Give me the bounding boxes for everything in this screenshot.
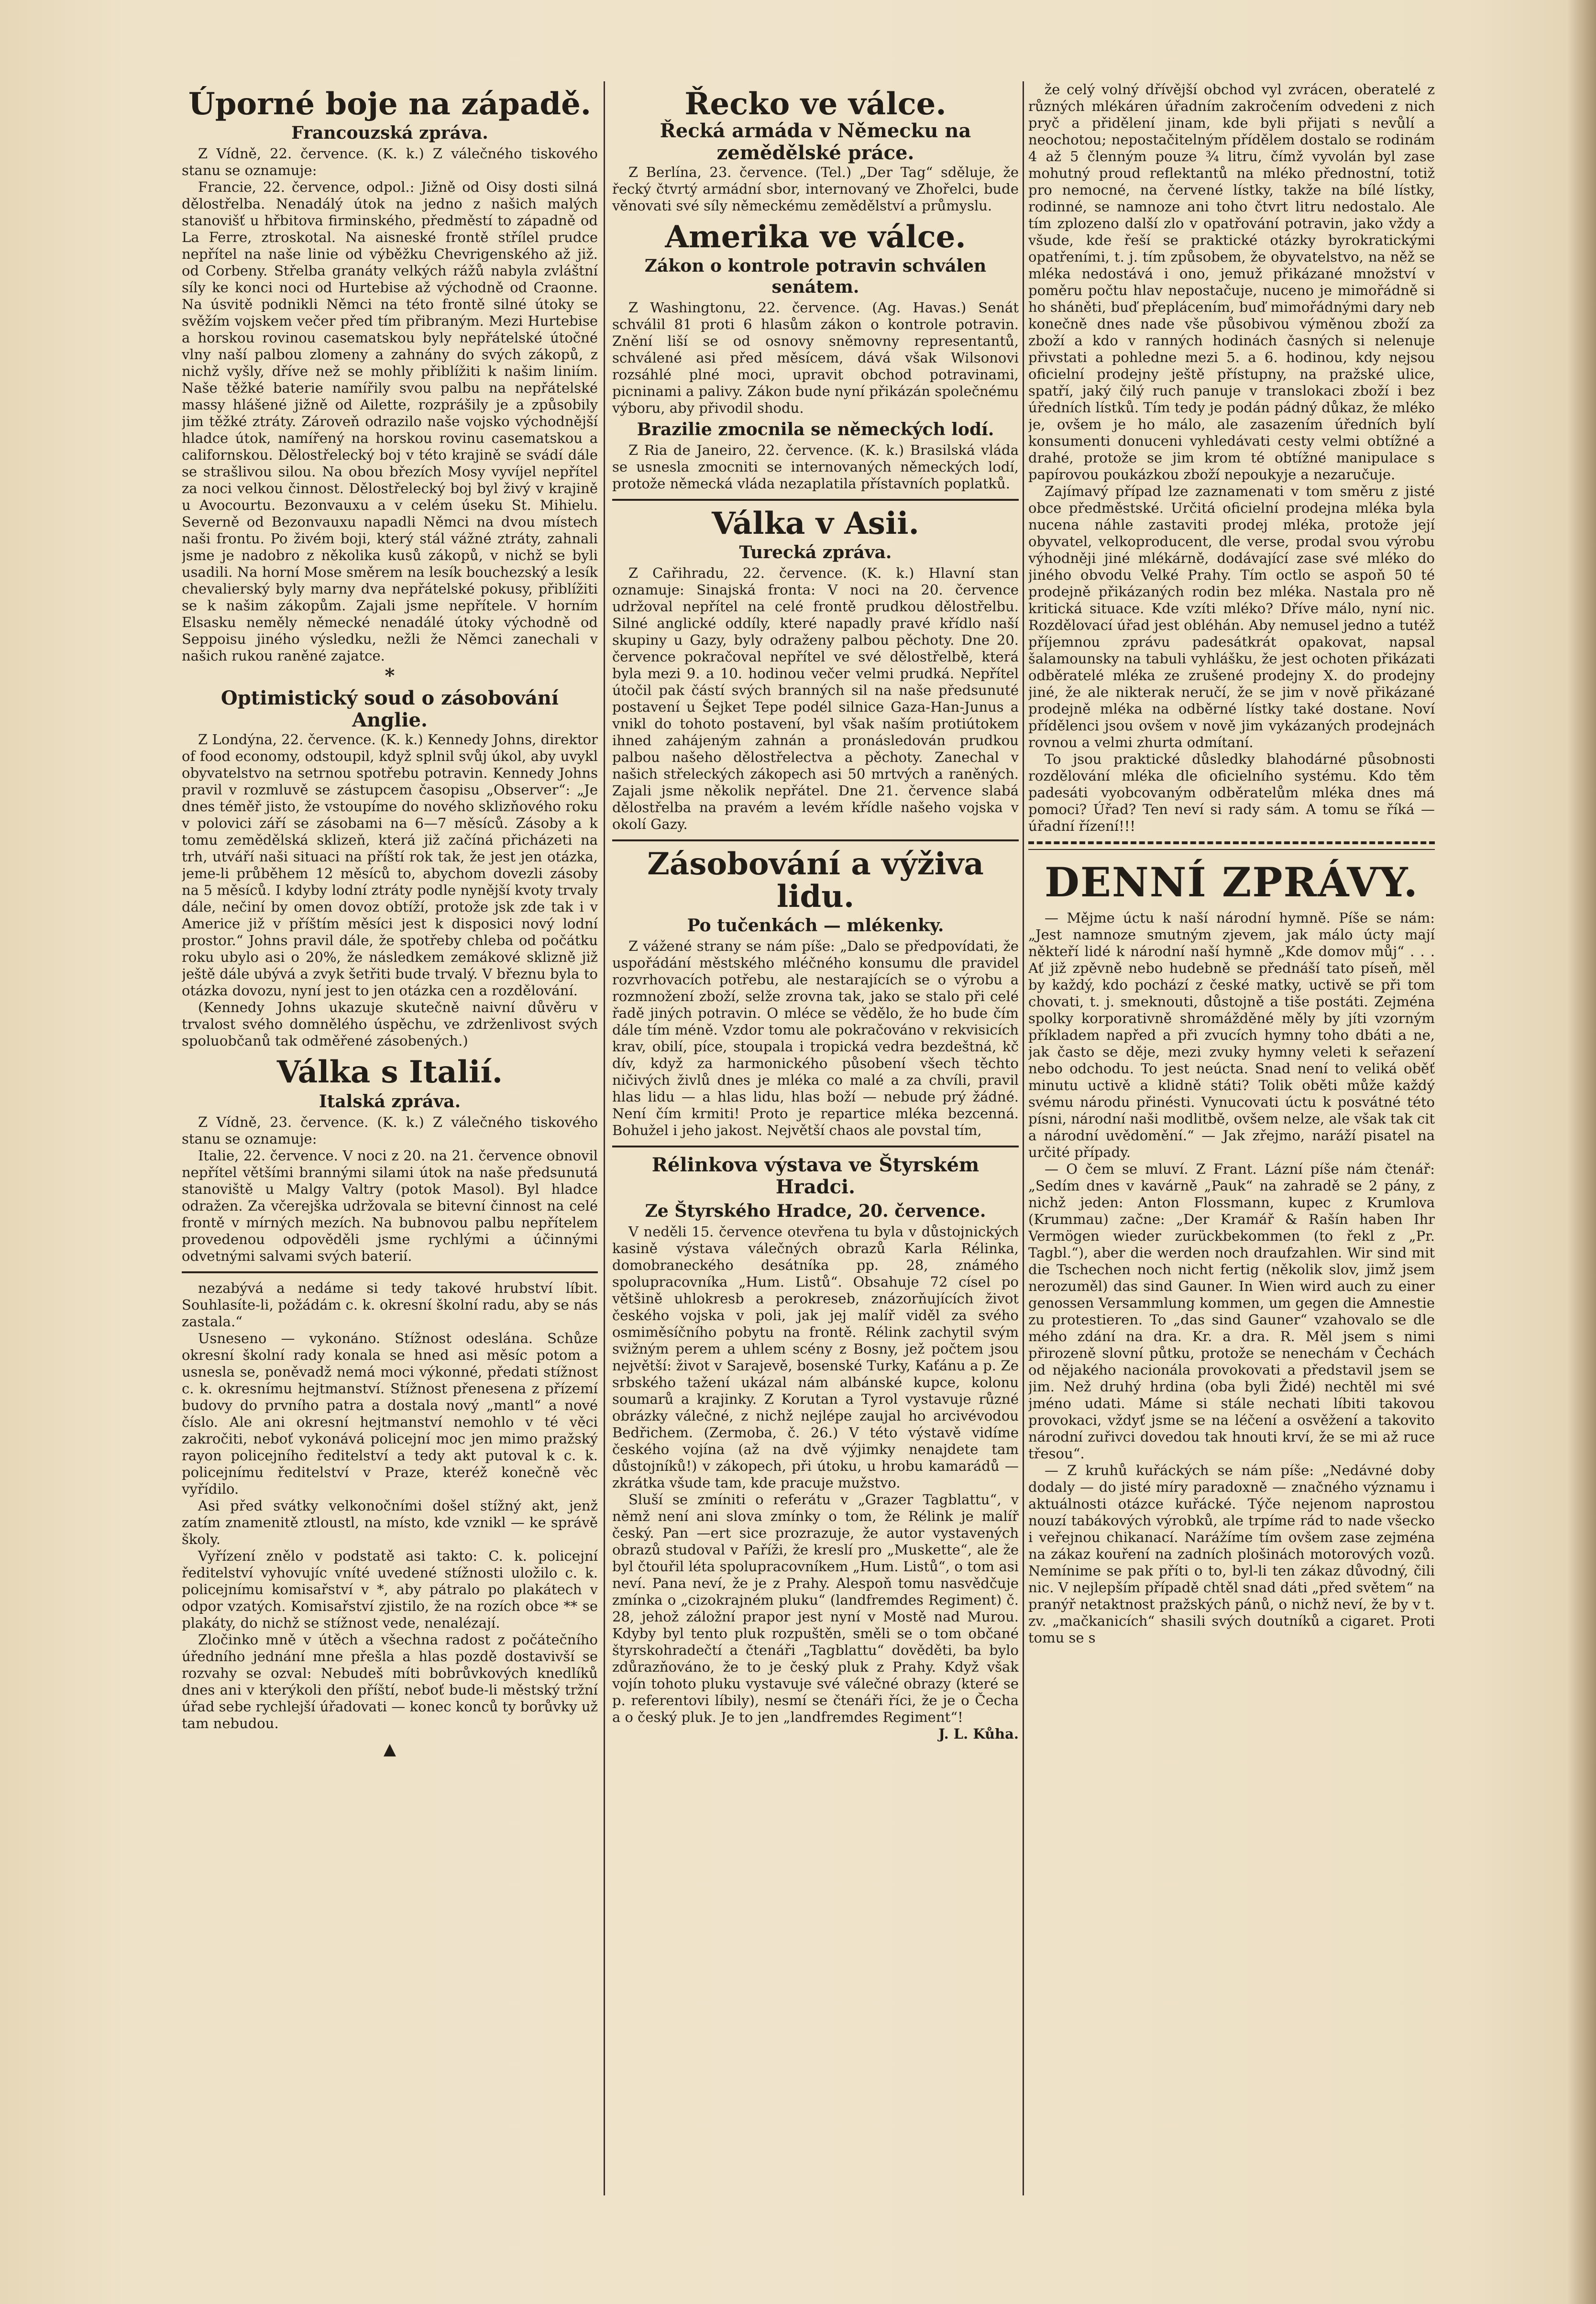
paragraph: Z vážené strany se nám píše: „Dalo se předpovídati, že uspořádání městského mléčného konsumu dle pravidel rozvrhovacích potřebu, ale nestarajících se o výrobu a rozmnožení zboží, selže zrovna tak, jako se stalo při celé řadě jiných potravin. O mléce se vědělo, že ho bude čím dále tím méně. Vzdor tomu ale pokračováno v rekvisicích krav, obilí, píce, stoupala i tropická vedra bezdeštná, kč dív, když za harmonického působení všech těchto ničivých živlů dnes je mléka co malé a za chvíli, pravil hlas lidu — a hlas lidu, hlas boží — nebude prý žádné. Není čím krmiti! Proto je repartice mléka bezcenná. Bohužel i jeho jakost. Největší chaos ale povstal tím,: [612, 937, 1019, 1138]
article-mleko-pokracovani: [1028, 81, 1435, 835]
section-rule: [612, 839, 1019, 841]
paragraph: nezabývá a nedáme si tedy takové hrubství líbit. Souhlasíte-li, požádám c. k. okresní školní radu, aby se nás zastala.“: [182, 1279, 598, 1330]
column-rule: [1023, 81, 1024, 2195]
subheadline: Italská zpráva.: [319, 1091, 461, 1112]
article-anglie: [182, 687, 598, 1049]
paragraph: Italie, 22. července. V noci z 20. na 21. července obnovil nepřítel většími brannými silami útok na naše předsunutá stanoviště u Malgy Valtry (potok Masol). Byl hladce odražen. Za včerejška udržovala se bitevní činnost na celé frontě v mírných mezích. Na bubnovou palbu nepřítelem provedenou odpověděli jsme rychlými a účinnými odvetnými salvami svých baterií.: [182, 1147, 598, 1264]
paragraph: Z Vídně, 22. července. (K. k.) Z válečného tiskového stanu se oznamuje:: [182, 145, 598, 179]
subheadline: Francouzská zpráva.: [291, 123, 488, 143]
headline: Válka v Asii.: [712, 505, 919, 541]
paragraph: Sluší se zmíniti o referátu v „Grazer Tagblattu“, v němž není ani slova zmínky o tom, že Rélink je malíř český. Pan —ert sice prozrazuje, že autor vystavených obrazů studoval v Paříži, že kreslí pro „Muskette“, ale že byl čtouřil léta spolupracovníkem „Hum. Listů“, o tom asi neví. Pana neví, že je z Prahy. Alespoň tomu nasvědčuje zmínka o „cizokrajném pluku“ (landfremdes Regiment) č. 28, jehož záložní prapor jest nyní v Mostě nad Murou. Kdyby byl tento pluk rozpuštěn, směli se o tom občané štyrskohradečtí a čtenáři „Tagblattu“ dověděti, ba bylo zdůrazňováno, že to je český pluk z Prahy. Když však vojín tohoto pluku vystavuje své válečné obrazy (které se p. referentovi líbily), nesmí se čtenáři říci, že je o Čecha a o český pluk. Je to jen „landfremdes Regiment“!: [612, 1491, 1019, 1726]
paragraph: Z Londýna, 22. července. (K. k.) Kennedy Johns, direktor of food economy, odstoupil, když splnil svůj úkol, aby uvykl obyvatelstvo na setrnou spotřebu potravin. Kennedy Johns pravil v rozmluvě se zástupcem časopisu „Observer“: „Je dnes téměř jisto, že vstoupíme do nového sklizňového roku v polovici září se zásobami na 6—7 měsíců. Zásoby a k tomu zemědělská sklizeň, která již začíná přicházeti na trh, utváří naši situaci na příští rok tak, že jest jen otázka, jeme-li průběhem 12 měsíců to, abychom dovezli zásoby na 5 měsíců. I kdyby lodní ztráty podle nynější kvoty trvaly dále, nečiní by omen dovoz obtíží, protože jsk zde tak i v Americe již v příštím měsíci jest k disposici nový lodní prostor.“ Johns pravil dále, že spotřeby chleba od počátku roku ubylo asi o 20%, že následkem zemákové sklizně již ještě dále ubývá a zvyk šetřiti bude trvalý. V březnu byla to otázka dovozu, nyní jest to jen otázka cen a rozdělování.: [182, 731, 598, 999]
section-denni-zpravy: [1028, 859, 1435, 1646]
paragraph: Usneseno — vykonáno. Stížnost odeslána. Schůze okresní školní rady konala se hned asi měsíc potom a usnesla se, poněvadž nemá moci výkonné, předati stížnost c. k. okresnímu hejtmanství. Stížnost přenesena z přízemí budovy do prvního patra a dostala nový „mantl“ a nové číslo. Ale ani okresní hejtmanství nemohlo v té věci zakročiti, neboť vykonává policejní moc jen mimo pražský rayon policejního ředitelství a tedy akt putoval k c. k. policejnímu ředitelství v Praze, kteréž konečně věc vyřídilo.: [182, 1330, 598, 1497]
section-separator-star: *: [385, 664, 395, 687]
paragraph: V neděli 15. července otevřena tu byla v důstojnických kasině výstava válečných obrazů Karla Rélinka, domobraneckého desátníka pp. 28, známého spolupracovníka „Hum. Listů“. Obsahuje 72 císel po většině uhlokresb a perokreseb, znázorňujících život českého vojska v poli, jak jej malíř viděl za svého osmiměsíčního pobytu na frontě. Rélink zachytil svým svižným perem a uhlem scény z Bosny, jež počtem jsou největší: život v Sarajevě, bosenské Turky, Kaťánu a p. Ze srbského tažení ukázal nám albánské kupce, kolonu soumarů a krajinky. Z Korutan a Tyrol vystavuje různé obrázky válečné, z nichž nejlépe zaujal ho arcivévodou Bedřichem. (Zermoba, č. 26.) V této výstavě vidíme českého vojína (až na dvě výjimky nenajdete tam důstojníků!) v zákopech, při útoku, u hrobu kamarádů — zkrátka všude tam, kde pracuje mužstvo.: [612, 1224, 1019, 1491]
column-3: [1028, 81, 1435, 2210]
article-brazilie: [612, 419, 1019, 492]
article-valka-s-italii: [182, 1056, 598, 1264]
paragraph: Vyřízení znělo v podstatě asi takto: C. k. policejní ředitelství vyhovujíc vníté uvedené stížnosti uložilo c. k. policejnímu komisařství v *, aby pátralo po plakátech v odpor vzatých. Komisařství zjistilo, že na rozích obce ** se plakáty, do nichž se stížnost vede, nenalézají.: [182, 1547, 598, 1631]
dateline: Ze Štyrského Hradce, 20. července.: [645, 1201, 986, 1221]
article-skolni-stiznost: [182, 1280, 598, 1759]
subheadline: Řecká armáda v Německu na zemědělské práce.: [660, 120, 971, 165]
headline: Válka s Italií.: [276, 1054, 503, 1091]
paragraph: Zajímavý případ lze zaznamenati v tom směru z jisté obce předměstské. Určitá oficielní prodejna mléka byla nucena náhle zastaviti prodej mléka, protože její obyvatel, velkoproducent, dle verse, prodal svou výrobu výhodněji jiné mlékárně, dodávající zase své mléko do jiného obvodu Velké Prahy. Tím octlo se aspoň 50 té prodejně přikázaných rodin bez mléka. Nastala pro ně kritická situace. Kde vzíti mléko? Dříve málo, nyní nic. Rozdělovací úřad jest obléhán. Aby nemusel jedno a tutéž příjemnou zprávu padesátkrát opakovat, napsal šalamounsky na tabuli vyhlášku, že jest ochoten přikázati odběratelé mléka ze zrušené prodejny X. do prodejny jiné, že ale nikterak neručí, že se jim v nově přikázané prodejně mléka na odběrné lístky také dostane. Noví přídělenci jsou ovšem v nově jim vykázaných prodejnách rovnou a velmi zhurta odmítaní.: [1028, 483, 1435, 750]
paragraph: Zločinko mně v útěch a všechna radost z počátečního úředního jednání mne přešla a hlas pozdě dostavivší se rozvahy se ozval: Nebudeš míti bobrůvkových knedlíků dnes ani v kterýkoli den příští, neboť bude-li městský tržní úřad sebe rychlejší úřadovati — konec konců ty borůvky už tam nebudou.: [182, 1631, 598, 1731]
section-rule: [1028, 841, 1435, 850]
section-title: DENNÍ ZPRÁVY.: [1045, 859, 1419, 906]
paragraph: Z Ria de Janeiro, 22. července. (K. k.) Brasilská vláda se usnesla zmocniti se internovaných německých lodí, protože německá vláda nezaplatila přístavních poplatků.: [612, 441, 1019, 492]
paragraph: — Mějme úctu k naší národní hymně. Píše se nám: „Jest namnoze smutným zjevem, jak málo úcty mají někteří lidé k národní naší hymně „Kde domov můj“ . . . Ať již zpěvně nebo hudebně se přednáší tato píseň, měl by každý, kdo pochází z české matky, uctivě se při tom chovati, t. j. smeknouti, důstojně a tiše postáti. Zejména spolky korporativně shromážděné měly by jíti vzorným příkladem napřed a při zvucích hymny toho dbáti a ne, jak často se děje, mezi zvuky hymny veleti k seřazení nebo odchodu. To jest neúcta. Snad není to veliká oběť minutu uctivě a klidně státi? Tolik oběti může každý svému národu přinésti. Vynucovati úctu k posvátné této písni, národní naši modlitbě, ovšem nelze, ale však tak cit a národní uvědomění.“ — Jak zřejmo, naráží pisatel na určité případy.: [1028, 910, 1435, 1160]
paragraph: že celý volný dřívější obchod vyl zvrácen, oberatelé z různých mlékáren úřadním zakročením odvedeni z nich pryč a přidělení jinam, kde byli přijati s nevůlí a neochotou; nepostačitelným přídělem dostalo se rodinám 4 až 5 členným pouze ¾ litru, čímž vyvolán byl zase mohutný proud reflektantů na mléko přednostní, totiž pro nemocné, na červené lístky, takže na bílé lístky, rodinné, se namnoze ani toho čtvrt litru nedostalo. Ale tím zplozeno další zlo v opatřování potravin, jako vždy a všude, kde řeší se praktické otázky byrokratickými opatřeními, t. j. tím způsobem, že obyvatelstvo, na něž se mléka nedostává i ono, jemuž přikázané množství v poměru počtu hlav nepostačuje, nuceno je mimořádně si ho sháněti, buď přeplácením, buď mimořádnými dary neb konečně dnes nade vše působivou výměnou zboží za zboží a kdo v ranných hodinách časných si nelenuje přivstati a pohledne mezi 5. a 6. hodinou, kdy nejsou oficielní prodejny ještě přístupny, na pražské ulice, spatří, jaký čilý ruch panuje v translokaci zboží i bez úředních lístků. Tím tedy je podán pádný důkaz, že mléko je, ovšem je ho málo, ale zasazením úředních bylí konsumenti donuceni vyhledávati cesty velmi obtížné a drahé, protože se jim krom té obtížné manipulace s papírovou poukázkou zboží nepoukyje a nezaručuje.: [1028, 81, 1435, 483]
page-edge-shadow: [1567, 0, 1596, 2304]
headline: Úporné boje na západě.: [188, 86, 592, 122]
headline: Rélinkova výstava ve Štyrském Hradci.: [651, 1153, 980, 1198]
column-rule: [604, 81, 605, 2195]
section-rule: [612, 1146, 1019, 1147]
paragraph: To jsou praktické důsledky blahodárné působnosti rozdělování mléka dle oficielního systému. Kdo těm padesáti vyobcovaným odběratelům mléka dnes má pomoci? Úřad? Ten neví si rady sám. A tomu se říká — úřadní řízení!!!: [1028, 751, 1435, 834]
article-zasobovani: [612, 848, 1019, 1139]
article-valka-v-asii: [612, 507, 1019, 833]
headline: Optimistický soud o zásobování Anglie.: [220, 687, 559, 732]
subheadline: Zákon o kontrole potravin schválen senátem.: [644, 256, 987, 297]
headline: Řecko ve válce.: [684, 86, 947, 122]
subheadline: Brazilie zmocnila se německých lodí.: [637, 419, 994, 440]
signature: J. L. Kůha.: [938, 1726, 1019, 1742]
article-amerika: [612, 221, 1019, 417]
column-2: [612, 81, 1019, 2210]
subheadline: Po tučenkách — mlékenky.: [687, 915, 944, 936]
paragraph: Asi před svátky velkonočními došel stížný akt, jenž zatím znamenitě ztloustl, na místo, kde vznikl — ke správě školy.: [182, 1497, 598, 1547]
headline: Zásobování a výživa lidu.: [647, 846, 984, 915]
paragraph: Francie, 22. července, odpol.: Jižně od Oisy dosti silná dělostřelba. Nenadálý útok na jedno z našich malých stanovišť u hřbitova firminského, předměstí to západně od La Ferre, ztroskotal. Na aisneské frontě střílel prudce nepřítel na naše linie od výběžku Chevrigenského až již. od Corbeny. Střelba granáty velkých rážů nabyla zvláštní síly ke konci noci od Hurtebise až východně od Craonne. Na úsvitě podnikli Němci na této frontě silné útoky se svěžím vojskem večer před tím přibraným. Mezi Hurtebise a horskou rovinou casematskou byly nepřátelské útočné vlny naší palbou zlomeny a zahnány do svých zákopů, z nichž vyšly, dříve než se mohly přiblížiti k našim liniím. Naše těžké baterie namířily svou palbu na nepřátelské massy hlášené jižně od Ailette, rozprášily je a způsobily jim těžké ztráty. Zároveň odrazilo naše vojsko východnější hladce útok, namířený na horskou rovinu casematskou a californskou. Dělostřelecký boj v této krajině se svádí dále se strašlivou silou. Na obou březích Mosy vyvíjel nepřítel za noci velkou činnost. Dělostřelecký boj byl živý v krajině u Avocourtu. Bezonvauxu a v celém úseku St. Mihielu. Severně od Bezonvauxu napadli Němci na dvou místech naši frontu. Po živém boji, který stál vážné ztráty, zahnali jsme je nadobro z několika kusů zákopů, v nichž se byli usadili. Na horní Mose směrem na lesík bouchezský a lesík chevalierský byly marny dva nepřátelské pokusy, přiblížiti se k našim zákopům. Zajali jsme nepřítele. V horním Elsasku neměly německé nenadálé útoky východně od Seppoisu jiného výsledku, nežli že Němci zanechali v našich rukou raněné zajatce.: [182, 179, 598, 664]
article-recko: [612, 88, 1019, 214]
paragraph: Z Washingtonu, 22. července. (Ag. Havas.) Senát schválil 81 proti 6 hlasům zákon o kontrole potravin. Znění liší se od osnovy sněmovny representantů, schválené asi před měsícem, dává však Wilsonovi rozsáhlé plné moci, upravit obchod potravinami, picninami a palivy. Zákon bude nyní přikázán společnému výboru, aby přivodil shodu.: [612, 299, 1019, 416]
column-1: [182, 81, 598, 2210]
article-relinkova-vystava: [612, 1154, 1019, 1742]
paragraph: (Kennedy Johns ukazuje skutečně naivní důvěru v trvalost svého domnělého úspěchu, ve zdrženlivost svých spoluobčanů tak odměřené zásobených.): [182, 999, 598, 1049]
article-boje-na-zapade: [182, 88, 598, 664]
headline: Amerika ve válce.: [665, 219, 966, 255]
end-mark: ▲: [383, 1739, 396, 1759]
paragraph: Z Vídně, 23. července. (K. k.) Z válečného tiskového stanu se oznamuje:: [182, 1113, 598, 1147]
paragraph: — Z kruhů kuřáckých se nám píše: „Nedávné doby dodaly — do jisté míry paradoxně — značného významu i aktuálnosti otázce kuřácké. Týče nejenom naprostou nouzí tabákových výrobků, ale trpíme rád to nade všecko i veřejnou chikanací. Narážíme tím ovšem zase zejména na zákaz kouření na zadních plošinách motorových vozů. Nemínime se pak příti o to, byl-li ten zákaz důvodný, čili nic. V nejlepším případě chtěl snad dáti „před světem“ na pranýř netaktnost pražských pánů, o nichž neví, že by v t. zv. „mačkanicích“ shasili svých doutníků a cigaret. Proti tomu se s: [1028, 1462, 1435, 1646]
paragraph: Z Cařihradu, 22. července. (K. k.) Hlavní stan oznamuje: Sinajská fronta: V noci na 20. července udržoval nepřítel na celé frontě prudkou dělostřelbu. Silné anglické oddíly, které napadly pravé křídlo naší skupiny u Gazy, byly odraženy palbou pěchoty. Dne 20. července pokračoval nepřítel ve své dělostřelbě, která byla mezi 9. a 10. hodinou večer velmi prudká. Nepřítel útočil pak částí svých branných sil na naše předsunuté postavení u Šejket Tepe podél silnice Gaza-Han-Junus a vnikl do tohoto postavení, byl však naším protiútokem ihned zahájeným zahnán a pronásledován prudkou palbou našeho dělostřelectva a pěchoty. Zanechal v našich střeleckých zákopech asi 50 mrtvých a raněných. Zajali jsme několik nepřátel. Dne 21. července slabá dělostřelba na pravém a levém křídle našeho vojska v okolí Gazy.: [612, 565, 1019, 833]
paragraph: Z Berlína, 23. července. (Tel.) „Der Tag“ sděluje, že řecký čtvrtý armádní sbor, internovaný ve Zhořelci, bude věnovati své síly německému zemědělství a průmyslu.: [612, 164, 1019, 214]
section-rule: [182, 1271, 598, 1273]
subheadline: Turecká zpráva.: [739, 542, 892, 563]
paragraph: — O čem se mluví. Z Frant. Lázní píše nám čtenář: „Sedím dnes v kavárně „Pauk“ na zahradě se 2 pány, z nichž jeden: Anton Flossmann, kupec z Krumlova (Krummau) začne: „Der Kramář & Rašín haben Ihr Vermögen wieder zurückbekommen (to řekl z „Pr. Tagbl.“), aber die werden noch draufzahlen. Wir sind mit die Tschechen noch nicht fertig (několik slov, jimž jsem nerozuměl) das sind Gauner. In Wien wird auch zu einer genossen Versammlung kommen, um gegen die Amnestie zu protestieren. To „das sind Gauner“ vzahovalo se dle mého zdání na dra. Kr. a dra. R. Měl jsem s nimi přirozeně slovní půtku, protože se nenechám v Čechách od nějakého nacionála provokovati a představil jsem se jim. Než druhý hrdina (oba byli Židé) nechtěl mi své jméno udati. Máme si stále nechati líbiti takovou provokaci, vždyť jsme se na léčení a osvěžení a takovito národní zuřivci dovedou tak hnouti krví, že se mi až ruce třesou“.: [1028, 1161, 1435, 1462]
section-rule: [612, 499, 1019, 501]
